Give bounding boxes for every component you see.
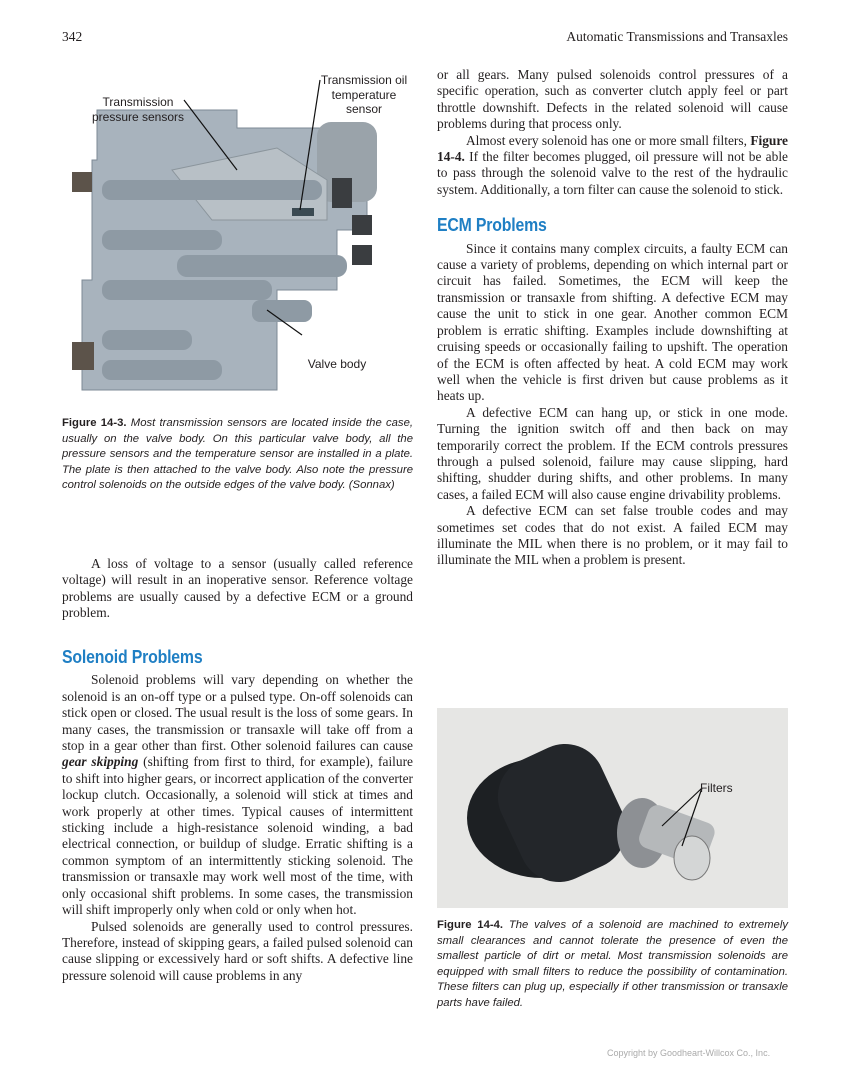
text: If the filter becomes plugged, oil pressure will not be able to pass through the solenoid valve to the rest of the hydraulic system. Additionally, a torn filter can cause the solenoid to stick. [437,149,788,197]
label-pressure-sensors: Transmission pressure sensors [91,95,185,124]
copyright: Copyright by Goodheart-Willcox Co., Inc. [607,1048,771,1058]
caption-label: Figure 14-3. [62,417,127,429]
left-column [62,649,413,984]
section-heading-solenoid-problems: Solenoid Problems [62,647,203,667]
paragraph: Since it contains many complex circuits, a faulty ECM can cause a variety of problems, depending on which internal part or circuit has failed. Sometimes, the ECM will keep the transmission or transaxle from shifting. A defective ECM may cause the unit to stick in one gear. Another common ECM problem is erratic shifting. Examples include downshifting at cruising speeds or occasionally failing to upshift. The operation of the ECM is often affected by heat. A cold ECM may work well when the vehicle is first driven but cause problems as it heats up. [437,240,788,404]
paragraph: A defective ECM can hang up, or stick in one mode. Turning the ignition switch off and then back on may temporarily correct the problem. If the ECM controls pressures through a pulsed solenoid, failure may cause slipping, hard shifting, shudder during shifts, and other problems. In many cases, a failed ECM will also cause engine drivability problems. [437,404,788,502]
figure-reference: Figure 14-4. [437,132,788,165]
label-temperature-sensor: Transmission oil temperature sensor [320,73,408,116]
paragraph [62,672,413,918]
label-valve-body: Valve body [307,357,367,371]
text: Solenoid problems will vary depending on whether the solenoid is an on-off type or a pulsed type. On-off solenoids can stick open or closed. The usual result is the loss of some gears. In many cases, the transmission or transaxle will take off from a stop in a gear other than first. Other solenoid failures can cause [62,672,413,754]
right-column [437,67,788,569]
section-heading-ecm-problems: ECM Problems [437,215,547,236]
text: (shifting from first to third, for example), failure to shift into higher gears, or incorrect application of the converter lockup clutch. Occasionally, a solenoid will stick at times and work properly at other times. Typical causes of intermittent sticking include a high-resistance solenoid winding, a bad electrical connection, or buildup of sludge. Erratic shifting is a common symptom of an intermittently sticking solenoid. The transmission or transaxle may work well most of the time, with only occasional shift problems. In some cases, the transmission will shift improperly only when cold or only when hot. [62,754,413,918]
solenoid-photo [437,708,788,908]
paragraph: or all gears. Many pulsed solenoids control pressures of a specific operation, such as converter clutch apply feel or part throttle downshift. Defects in the related solenoid will cause problems during that process only. [437,67,788,132]
text: Almost every solenoid has one or more small filters, [466,132,751,148]
left-column-top [62,556,413,622]
paragraph [437,133,788,199]
caption-label: Figure 14-4. [437,919,504,931]
label-filters: Filters [700,781,733,795]
paragraph: A loss of voltage to a sensor (usually called reference voltage) will result in an inoperative sensor. Reference voltage problems are usually caused by a defective ECM or a ground problem. [62,556,413,621]
caption-text: Most transmission sensors are located inside the case, usually on the valve body. On this particular valve body, all the pressure sensors and the temperature sensor are installed in a plate. The plate is then attached to the valve body. Also note the pressure control solenoids on the outside edges of the valve body. (Sonnax) [62,417,413,492]
page-number: 342 [62,29,83,44]
caption-text: The valves of a solenoid are machined to extremely small clearances and cannot tolerate the presence of even the smallest particle of dirt or metal. Most transmission solenoids are equipped with small filters to reduce the possibility of contamination. These filters can plug up, especially if other transmission or transaxle parts have failed. [437,919,788,1009]
paragraph: Pulsed solenoids are generally used to control pressures. Therefore, instead of skipping gears, a failed pulsed solenoid can cause slipping or excessively hard or soft shifts. A defective line pressure solenoid will cause problems in any [62,918,413,983]
figure-14-3-caption [62,416,413,494]
key-term: gear skipping [62,754,139,770]
figure-14-4-caption [437,918,788,1012]
running-title: Automatic Transmissions and Transaxles [566,29,788,44]
paragraph: A defective ECM can set false trouble codes and may sometimes set codes that do not exist. A failed ECM may illuminate the MIL when there is no problem, or it may fail to illuminate the MIL when a problem is present. [437,503,788,568]
